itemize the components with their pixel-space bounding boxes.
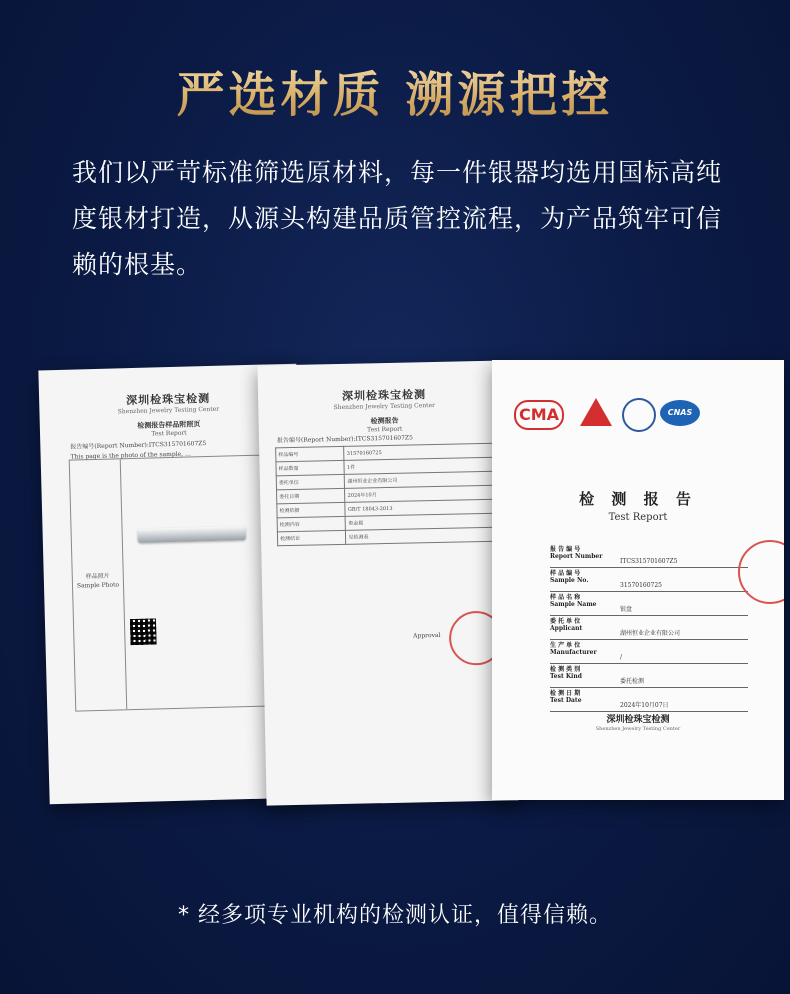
cnas-logo-icon: CNAS — [660, 400, 700, 426]
cert-field-label: 委 托 单 位 Applicant — [550, 618, 583, 632]
table-cell: 检测内容 — [277, 516, 346, 531]
cert-field-row — [550, 570, 748, 592]
cert-field-label: 样 品 编 号 Sample No. — [550, 570, 589, 584]
intro-text: 我们以严苛标准筛选原材料，每一件银器均选用国标高纯度银材打造，从源头构建品质管控流程，为产品筑牢可信赖的根基。 — [72, 158, 723, 279]
cal-logo-icon — [580, 398, 612, 426]
report-detail-page — [257, 360, 518, 805]
cert-fields — [550, 546, 748, 714]
doc1-org-en: Shenzhen Jewelry Testing Center — [117, 405, 220, 416]
doc2-org: 深圳检珠宝检测 — [341, 388, 427, 403]
table-cell: 31570160725 — [344, 443, 495, 460]
doc2-subtitle: 检测报告 — [370, 415, 399, 426]
table-cell: 1件 — [344, 457, 495, 474]
cert-field-label: 检 测 类 别 Test Kind — [550, 666, 582, 680]
doc1-subtitle: 检测报告样品附照页 — [137, 419, 201, 430]
cert-field-row — [550, 642, 748, 664]
table-cell: 样品数量 — [276, 460, 345, 475]
cma-logo-icon: CMA — [514, 400, 564, 430]
cert-title: 检 测 报 告 — [579, 490, 697, 508]
accreditation-logos — [514, 398, 770, 440]
headline: 严选材质 溯源把控 — [0, 56, 790, 125]
doc2-subtitle-en: Test Report — [367, 425, 403, 434]
table-cell: 2024年10月 — [345, 485, 496, 502]
cert-field-label: 生 产 单 位 Manufacturer — [550, 642, 597, 656]
table-cell: 样品编号 — [276, 446, 345, 461]
cert-field-value: ITCS315701607Z5 — [620, 558, 678, 565]
table-cell: 检测依据 — [277, 502, 346, 517]
ilac-logo-icon — [622, 398, 656, 432]
report-table — [275, 443, 497, 547]
approval-label: Approval — [413, 631, 441, 640]
report-cover-page — [492, 360, 784, 800]
cert-field-value: 31570160725 — [620, 582, 662, 589]
table-cell: 委托单位 — [276, 474, 345, 489]
cert-field-value: 2024年10月07日 — [620, 702, 669, 709]
table-cell: GB/T 18043-2013 — [345, 499, 496, 516]
cert-subtitle: Test Report — [608, 512, 668, 523]
cert-field-row — [550, 618, 748, 640]
doc1-org: 深圳检珠宝检测 — [126, 391, 211, 408]
cert-field-label: 报 告 编 号 Report Number — [550, 546, 603, 560]
doc1-subtitle-en: Test Report — [151, 429, 187, 438]
cert-field-row — [550, 666, 748, 688]
qr-code-icon — [130, 618, 157, 645]
sample-photo-frame — [69, 454, 278, 711]
doc1-report-number: 报告编号(Report Number):ITCS315701607Z5 — [70, 440, 207, 451]
cert-field-value: 湖州恒业企业有限公司 — [620, 630, 681, 637]
cert-field-label: 检 测 日 期 Test Date — [550, 690, 582, 704]
sample-photo-label-en: Sample Photo — [76, 581, 120, 590]
footnote: * 经多项专业机构的检测认证，值得信赖。 — [178, 903, 612, 928]
doc1-notice: This page is the photo of the sample, … — [70, 450, 192, 461]
silver-bar-photo — [138, 526, 246, 543]
cert-field-row — [550, 594, 748, 616]
cert-field-row — [550, 546, 748, 568]
table-cell: 见检测表 — [346, 527, 497, 544]
cert-field-value: 委托检测 — [620, 678, 645, 685]
cert-field-row — [550, 690, 748, 712]
table-cell: 委托日期 — [277, 488, 346, 503]
table-cell: 贵金属 — [346, 513, 497, 530]
doc2-report-number: 报告编号(Report Number):ITCS315701607Z5 — [276, 434, 413, 445]
cert-field-value: 银盘 — [620, 606, 633, 613]
table-cell: 检测结论 — [277, 530, 346, 545]
cert-field-value: / — [620, 654, 623, 661]
table-cell: 湖州恒业企业有限公司 — [345, 471, 496, 488]
cert-org-en: Shenzhen Jewelry Testing Center — [595, 726, 681, 732]
cert-org: 深圳检珠宝检测 — [606, 715, 670, 725]
sample-photo-label-cn: 样品照片 — [85, 572, 110, 581]
sample-photo-label — [73, 571, 123, 590]
doc2-org-en: Shenzhen Jewelry Testing Center — [333, 401, 436, 412]
cert-field-label: 样 品 名 称 Sample Name — [550, 594, 597, 608]
